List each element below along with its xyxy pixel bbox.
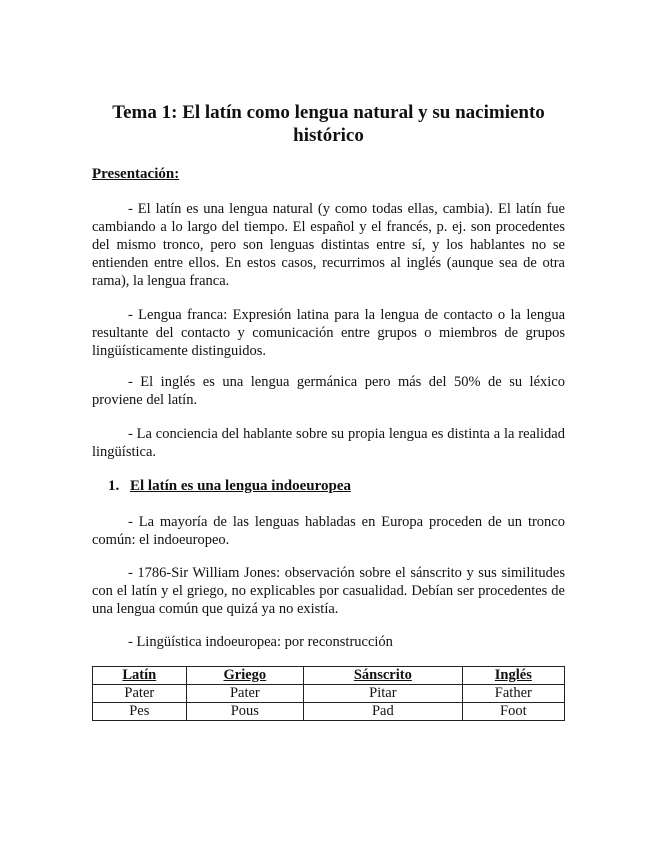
presentation-heading: Presentación: — [92, 166, 180, 182]
table-cell: Pitar — [304, 685, 463, 703]
table-header-cell: Griego — [186, 667, 303, 685]
section-1-paragraph-3: - Lingüística indoeuropea: por reconstrucción — [128, 634, 393, 650]
table-header-cell: Sánscrito — [304, 667, 463, 685]
table-cell: Father — [462, 685, 564, 703]
section-1-heading — [108, 478, 351, 495]
table-header-cell: Latín — [93, 667, 187, 685]
presentation-paragraph-4: - La conciencia del hablante sobre su propia lengua es distinta a la realidad lingüística. — [92, 426, 565, 460]
table-row — [93, 685, 565, 703]
table-header-row — [93, 667, 565, 685]
presentation-paragraph-3: - El inglés es una lengua germánica pero más del 50% de su léxico proviene del latín. — [92, 374, 565, 408]
table-cell: Pous — [186, 703, 303, 721]
page-title: Tema 1: El latín como lengua natural y su nacimiento histórico — [112, 102, 545, 146]
presentation-paragraph-2: - Lengua franca: Expresión latina para la lengua de contacto o la lengua resultante del contacto y comunicación entre grupos o miembros de grupos lingüísticamente distinguidos. — [92, 307, 565, 359]
section-1-paragraph-1: - La mayoría de las lenguas habladas en Europa proceden de un tronco común: el indoeuropeo. — [92, 514, 565, 548]
cognates-table — [92, 666, 565, 721]
table-cell: Pes — [93, 703, 187, 721]
table-cell: Pad — [304, 703, 463, 721]
table-row — [93, 703, 565, 721]
section-1-paragraph-2: - 1786-Sir William Jones: observación sobre el sánscrito y sus similitudes con el latín y el griego, no explicables por casualidad. Debían ser procedentes de una lengua común que quizá ya no existía. — [92, 565, 565, 617]
table-cell: Pater — [186, 685, 303, 703]
table-cell: Pater — [93, 685, 187, 703]
table-header-cell: Inglés — [462, 667, 564, 685]
section-title: El latín es una lengua indoeuropea — [130, 478, 352, 494]
presentation-paragraph-1: - El latín es una lengua natural (y como todas ellas, cambia). El latín fue cambiando a lo largo del tiempo. El español y el francés, p. ej. son procedentes del mismo tronco, pero son lenguas distintas entre sí, y los hablantes no se entienden entre ellos. En estos casos, recurrimos al inglés (aunque sea de otra rama), la lengua franca. — [92, 201, 565, 289]
table-cell: Foot — [462, 703, 564, 721]
section-number: 1. — [108, 478, 120, 494]
